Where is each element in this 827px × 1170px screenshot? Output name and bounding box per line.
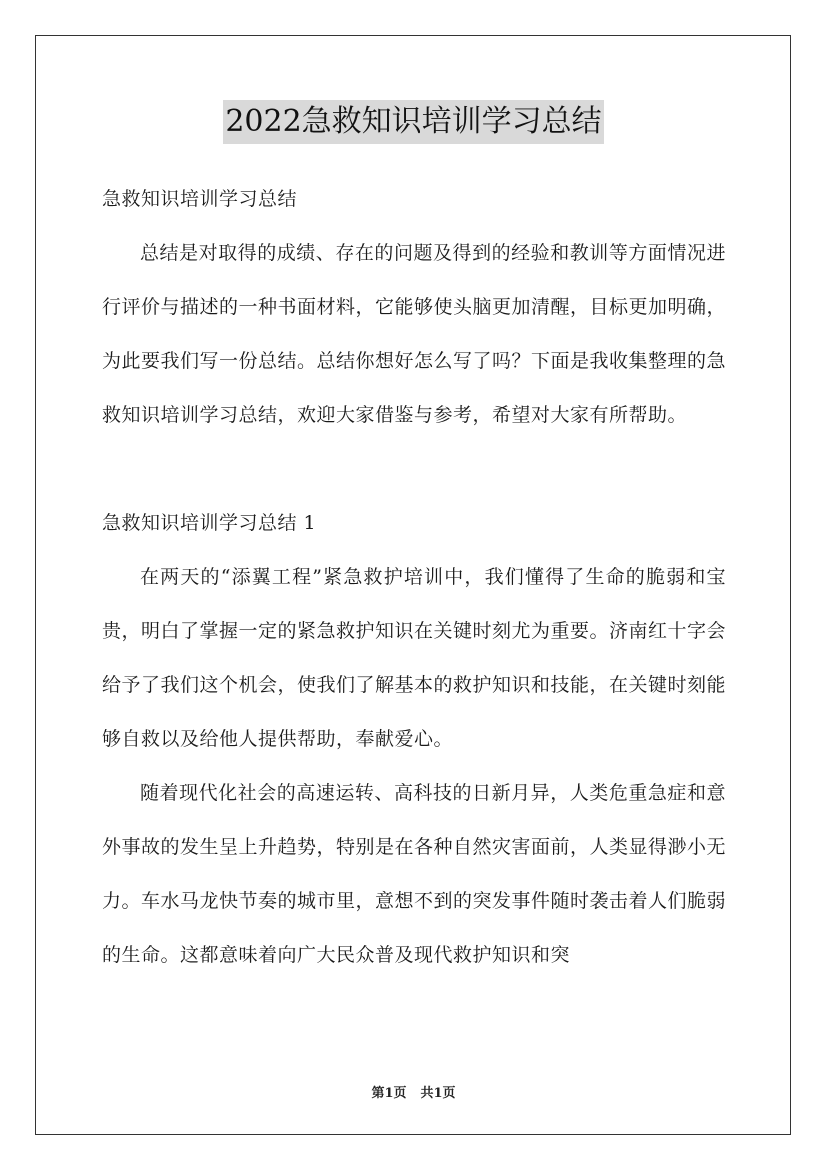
page-total: 共1页 (420, 1086, 456, 1101)
section-spacer (102, 442, 726, 496)
section1-paragraph-1: 在两天的“添翼工程”紧急救护培训中，我们懂得了生命的脆弱和宝贵，明白了掌握一定的紧急救护知识在关键时刻尤为重要。济南红十字会给予了我们这个机会，使我们了解基本的救护知识和技能，在关键时刻能够自救以及给他人提供帮助，奉献爱心。 (102, 566, 727, 750)
main-heading: 急救知识培训学习总结 (102, 188, 298, 210)
document-title: 2022急救知识培训学习总结 (223, 100, 603, 144)
section1-paragraph-2: 随着现代化社会的高速运转、高科技的日新月异，人类危重急症和意外事故的发生呈上升趋势，特别是在各种自然灾害面前，人类显得渺小无力。车水马龙快节奏的城市里，意想不到的突发事件随时袭击着人们脆弱的生命。这都意味着向广大民众普及现代救护知识和突 (102, 782, 727, 966)
intro-paragraph: 总结是对取得的成绩、存在的问题及得到的经验和教训等方面情况进行评价与描述的一种书面材料，它能够使头脑更加清醒，目标更加明确，为此要我们写一份总结。总结你想好怎么写了吗？下面是我收集整理的急救知识培训学习总结，欢迎大家借鉴与参考，希望对大家有所帮助。 (102, 242, 727, 426)
document-body (102, 172, 726, 982)
page-number: 第1页 (371, 1086, 407, 1101)
title-container (0, 100, 827, 144)
section1-heading: 急救知识培训学习总结 1 (102, 512, 317, 534)
page-footer (0, 1082, 827, 1101)
